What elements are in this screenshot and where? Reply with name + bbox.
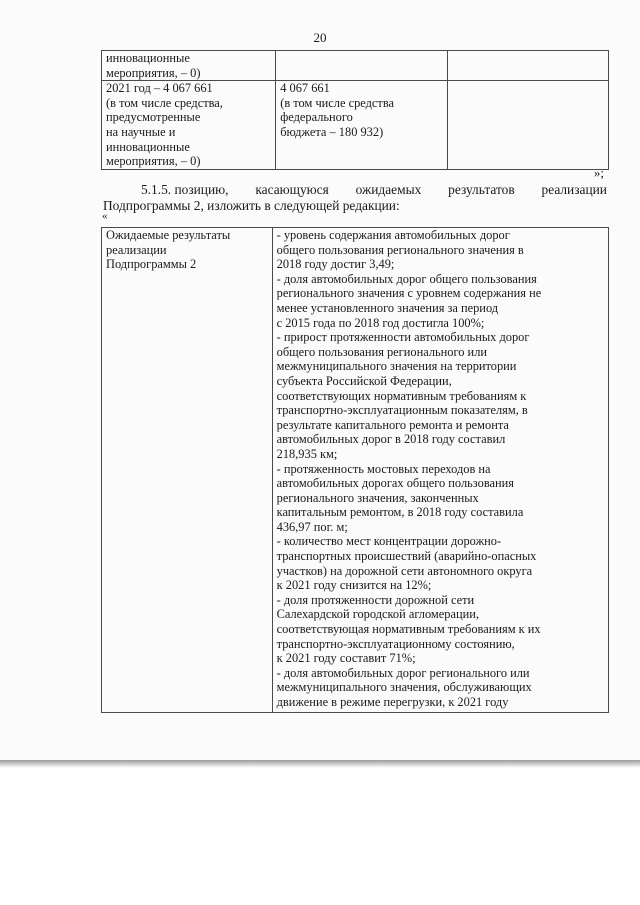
cell-line: автомобильных дорогах общего пользования: [276, 476, 514, 491]
cell-line: - протяженность мостовых переходов на: [276, 461, 491, 476]
cell-line: движение в режиме перегрузки, к 2021 году: [276, 695, 509, 709]
expected-results-table: [101, 227, 609, 713]
page-bottom-edge: [0, 760, 640, 768]
cell-line: - количество мест концентрации дорожно-: [276, 534, 502, 549]
cell-line: предусмотренные: [106, 110, 201, 125]
table-cell: [276, 81, 448, 170]
cell-line: автомобильных дорог в 2018 году составил: [276, 432, 506, 447]
paragraph-line-2: Подпрограммы 2, изложить в следующей редакции:: [103, 198, 400, 213]
cell-line: транспортных происшествий (аварийно-опасных: [276, 549, 537, 564]
cell-line: мероприятия, – 0): [106, 65, 201, 80]
paragraph-line-1: [103, 182, 607, 198]
cell-line: участков) на дорожной сети автономного округа: [276, 563, 533, 578]
paragraph-word: касающуюся: [255, 182, 329, 197]
table-cell: [448, 51, 609, 81]
cell-line: на научные и: [106, 124, 176, 139]
cell-line: реализации: [106, 242, 167, 257]
cell-line: соответствующих нормативным требованиям к: [276, 388, 527, 403]
cell-line: менее установленного значения за период: [276, 300, 499, 315]
opening-quote: «: [102, 210, 108, 222]
cell-line: 2018 году достиг 3,49;: [276, 257, 395, 272]
table-row: [102, 228, 609, 713]
cell-line: к 2021 году составит 71%;: [276, 651, 416, 666]
cell-line: - доля протяженности дорожной сети: [276, 592, 475, 607]
cell-line: общего пользования регионального значения в: [276, 242, 524, 257]
cell-line: транспортно-эксплуатационному состоянию,: [276, 636, 515, 651]
table-cell: [102, 81, 276, 170]
cell-line: 4 067 661: [280, 81, 330, 96]
cell-line: (в том числе средства,: [106, 95, 223, 110]
cell-line: межмуниципального значения, обслуживающих: [276, 680, 532, 695]
table-cell: [102, 51, 276, 81]
cell-line: - уровень содержания автомобильных дорог: [276, 228, 510, 242]
amendment-paragraph: [103, 182, 607, 214]
cell-line: с 2015 года по 2018 год достигла 100%;: [276, 315, 485, 330]
results-label-cell: [102, 228, 273, 713]
table-row: [102, 81, 609, 170]
cell-line: 2021 год – 4 067 661: [106, 81, 213, 96]
cell-line: субъекта Российской Федерации,: [276, 373, 452, 388]
cell-line: межмуниципального значения на территории: [276, 359, 517, 374]
cell-line: инновационные: [106, 139, 190, 154]
paragraph-word: 5.1.5. позицию,: [141, 182, 229, 197]
table-row: [102, 51, 609, 81]
cell-line: - доля автомобильных дорог общего пользования: [276, 271, 537, 286]
cell-line: результате капитального ремонта и ремонта: [276, 417, 509, 432]
paragraph-word: реализации: [541, 182, 607, 197]
paragraph-word: результатов: [448, 182, 515, 197]
cell-line: Салехардской городской агломерации,: [276, 607, 479, 622]
cell-line: соответствующая нормативным требованиям к их: [276, 622, 541, 637]
cell-line: 436,97 пог. м;: [276, 519, 348, 534]
results-content-cell: [272, 228, 608, 713]
cell-line: регионального значения, законченных: [276, 490, 479, 505]
cell-line: (в том числе средства: [280, 95, 395, 110]
closing-quote: »;: [593, 165, 604, 180]
paragraph-word: ожидаемых: [355, 182, 422, 197]
cell-line: Ожидаемые результаты: [106, 228, 231, 242]
cell-line: - доля автомобильных дорог регионального или: [276, 665, 530, 680]
cell-line: 218,935 км;: [276, 446, 338, 461]
cell-line: к 2021 году снизится на 12%;: [276, 578, 432, 593]
table-cell: [448, 81, 609, 170]
cell-line: бюджета – 180 932): [280, 124, 384, 139]
cell-line: Подпрограммы 2: [106, 257, 197, 272]
page-number: 20: [313, 30, 327, 45]
cell-line: федерального: [280, 110, 353, 125]
cell-line: общего пользования регионального или: [276, 344, 488, 359]
cell-line: - прирост протяженности автомобильных дорог: [276, 330, 530, 345]
cell-line: транспортно-эксплуатационным показателям, в: [276, 403, 528, 418]
cell-line: капитальным ремонтом, в 2018 году составила: [276, 505, 524, 520]
cell-line: инновационные: [106, 51, 190, 65]
cell-line: мероприятия, – 0): [106, 154, 201, 169]
cell-line: регионального значения с уровнем содержания не: [276, 286, 542, 301]
table-cell: [276, 51, 448, 81]
budget-table: [101, 50, 609, 170]
